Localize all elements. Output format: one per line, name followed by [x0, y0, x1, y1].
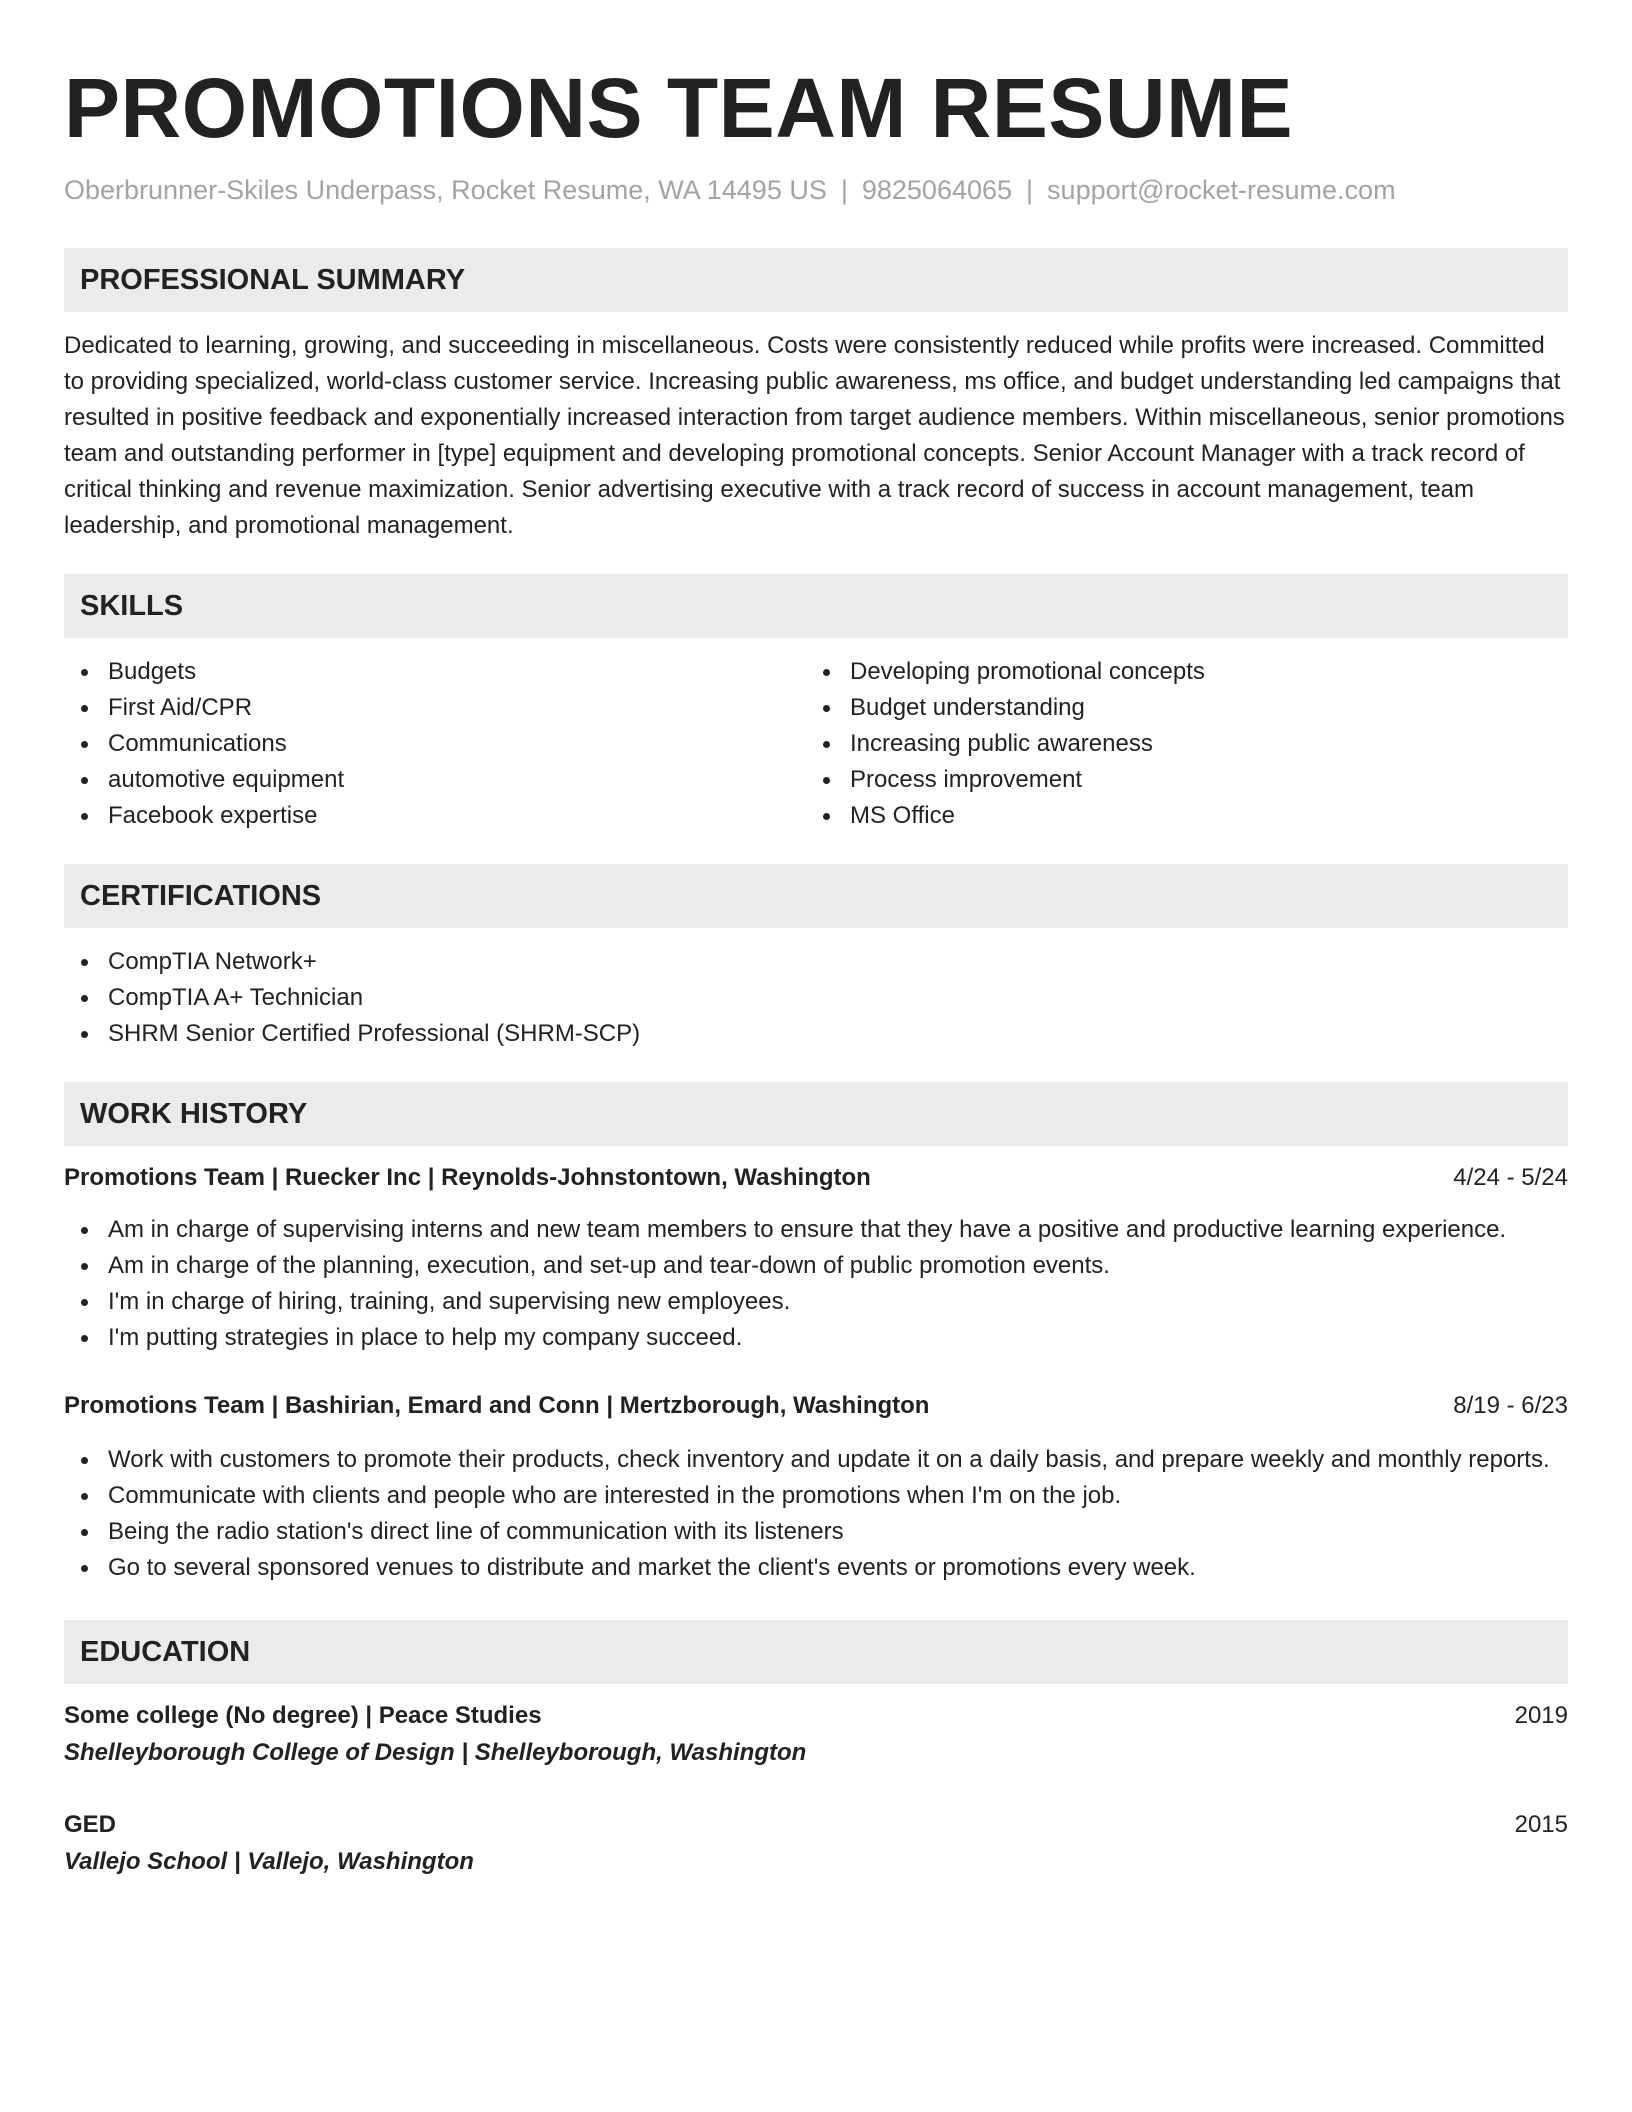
- job-dates: 8/19 - 6/23: [1453, 1392, 1568, 1419]
- education-degree: GED: [64, 1811, 117, 1838]
- skills-column-right: [806, 654, 1548, 834]
- job-bullet: Am in charge of the planning, execution, and set-up and tear-down of public promotion events.: [64, 1248, 1568, 1284]
- skill-item: Developing promotional concepts: [806, 654, 1548, 690]
- work-history-heading: WORK HISTORY: [64, 1082, 1568, 1146]
- contact-separator: |: [1026, 175, 1034, 205]
- skills-list: [64, 654, 1568, 834]
- job-entry: [64, 1388, 1568, 1586]
- summary-text: Dedicated to learning, growing, and succeeding in miscellaneous. Costs were consistently reduced while profits were increased. Committed to providing specialized, world-class customer service. Increasing public awareness, ms office, and budget understanding led campaigns that resulted in positive feedback and exponentially increased interaction from target audience members. Within miscellaneous, senior promotions team and outstanding performer in [type] equipment and developing promotional concepts. Senior Account Manager with a track record of critical thinking and revenue maximization. Senior advertising executive with a track record of success in account management, team leadership, and promotional management.: [64, 332, 1565, 539]
- contact-line: [64, 172, 1568, 208]
- job-bullet: I'm in charge of hiring, training, and supervising new employees.: [64, 1284, 1568, 1320]
- job-bullet: Am in charge of supervising interns and new team members to ensure that they have a positive and productive learning experience.: [64, 1212, 1568, 1248]
- job-bullet: Being the radio station's direct line of communication with its listeners: [64, 1514, 1568, 1550]
- skill-item: Communications: [64, 726, 806, 762]
- education-year: 2015: [1514, 1811, 1568, 1838]
- job-entry: [64, 1160, 1568, 1356]
- summary-heading: PROFESSIONAL SUMMARY: [64, 248, 1568, 312]
- skill-item: automotive equipment: [64, 762, 806, 798]
- skill-item: First Aid/CPR: [64, 690, 806, 726]
- job-bullet: Work with customers to promote their products, check inventory and update it on a daily basis, and prepare weekly and monthly reports.: [64, 1442, 1568, 1478]
- job-bullet: I'm putting strategies in place to help my company succeed.: [64, 1320, 1568, 1356]
- education-entry: [64, 1807, 1568, 1880]
- education-entry: [64, 1698, 1568, 1771]
- certification-item: CompTIA Network+: [64, 944, 1568, 980]
- education-header: [64, 1698, 1568, 1734]
- skill-item: Budgets: [64, 654, 806, 690]
- skills-column-left: [64, 654, 806, 834]
- certification-item: SHRM Senior Certified Professional (SHRM-SCP): [64, 1016, 1568, 1052]
- certification-item: CompTIA A+ Technician: [64, 980, 1568, 1016]
- skill-item: Facebook expertise: [64, 798, 806, 834]
- job-dates: 4/24 - 5/24: [1453, 1164, 1568, 1191]
- resume-title: PROMOTIONS TEAM RESUME: [64, 61, 1294, 155]
- skills-heading: SKILLS: [64, 574, 1568, 638]
- job-header: [64, 1160, 1568, 1196]
- job-title: Promotions Team | Ruecker Inc | Reynolds-Johnstontown, Washington: [64, 1164, 871, 1191]
- education-header: [64, 1807, 1568, 1843]
- education-school: Vallejo School | Vallejo, Washington: [64, 1848, 474, 1875]
- contact-address: Oberbrunner-Skiles Underpass, Rocket Resume, WA 14495 US: [64, 175, 827, 205]
- skill-item: MS Office: [806, 798, 1548, 834]
- education-year: 2019: [1514, 1702, 1568, 1729]
- job-bullets: [64, 1212, 1568, 1356]
- job-title: Promotions Team | Bashirian, Emard and Conn | Mertzborough, Washington: [64, 1392, 930, 1419]
- certifications-heading: CERTIFICATIONS: [64, 864, 1568, 928]
- job-bullet: Communicate with clients and people who are interested in the promotions when I'm on the job.: [64, 1478, 1568, 1514]
- job-header: [64, 1388, 1568, 1424]
- skill-item: Process improvement: [806, 762, 1548, 798]
- contact-phone: 9825064065: [861, 175, 1013, 205]
- skill-item: Budget understanding: [806, 690, 1548, 726]
- certifications-list: [64, 944, 1568, 1052]
- contact-separator: |: [840, 175, 848, 205]
- job-bullets: [64, 1442, 1568, 1586]
- education-heading: EDUCATION: [64, 1620, 1568, 1684]
- education-degree: Some college (No degree) | Peace Studies: [64, 1702, 542, 1729]
- education-school: Shelleyborough College of Design | Shelleyborough, Washington: [64, 1739, 807, 1766]
- skill-item: Increasing public awareness: [806, 726, 1548, 762]
- contact-email: support@rocket-resume.com: [1047, 175, 1396, 205]
- job-bullet: Go to several sponsored venues to distribute and market the client's events or promotions every week.: [64, 1550, 1568, 1586]
